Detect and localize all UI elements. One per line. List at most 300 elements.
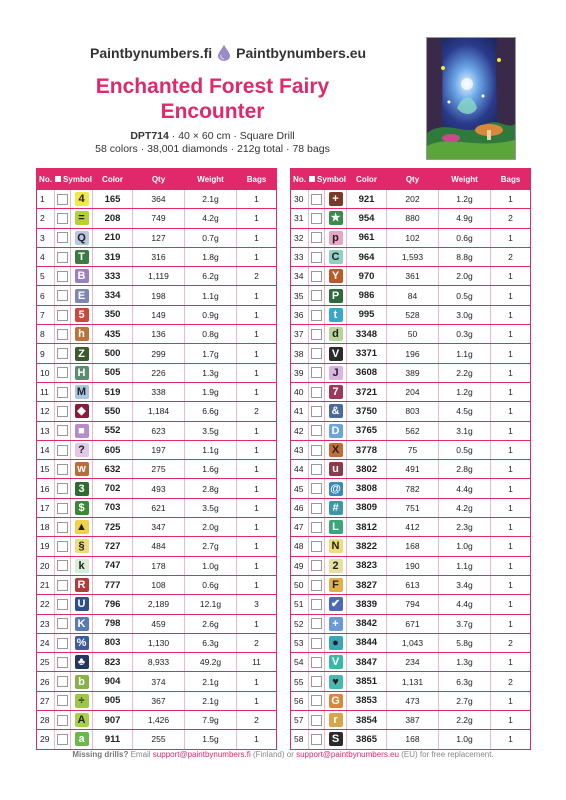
symbol-chip: Y (329, 269, 343, 283)
row-color-code: 3854 (347, 711, 387, 730)
row-check-cell (55, 633, 71, 652)
row-symbol-cell (325, 556, 347, 575)
row-bags: 1 (491, 440, 531, 459)
row-symbol-cell (71, 498, 93, 517)
table-header (37, 169, 277, 190)
checkbox[interactable] (311, 734, 322, 745)
symbol-chip: ✔ (329, 597, 343, 611)
row-number: 27 (37, 691, 55, 710)
row-weight: 2.2g (439, 363, 491, 382)
checkbox[interactable] (311, 657, 322, 668)
symbol-chip: ♣ (75, 655, 89, 669)
checkbox[interactable] (311, 580, 322, 591)
checkbox[interactable] (57, 310, 68, 321)
symbol-chip: Q (75, 231, 89, 245)
row-color-code: 986 (347, 286, 387, 305)
row-weight: 0.9g (185, 305, 237, 324)
row-color-code: 803 (93, 633, 133, 652)
checkbox[interactable] (311, 541, 322, 552)
checkbox[interactable] (57, 348, 68, 359)
row-symbol-cell (325, 575, 347, 594)
row-symbol-cell (325, 479, 347, 498)
table-row (291, 595, 531, 614)
row-check-cell (55, 440, 71, 459)
header-color: Color (93, 169, 133, 190)
row-number: 5 (37, 267, 55, 286)
checkbox[interactable] (57, 715, 68, 726)
checkbox[interactable] (311, 676, 322, 687)
row-color-code: 3842 (347, 614, 387, 633)
row-color-code: 333 (93, 267, 133, 286)
row-symbol-cell (71, 344, 93, 363)
row-symbol-cell (71, 267, 93, 286)
table-header (291, 169, 531, 190)
row-qty: 1,593 (387, 247, 439, 266)
checkbox[interactable] (311, 522, 322, 533)
table-row (37, 402, 277, 421)
table-row (291, 190, 531, 209)
color-table-right (290, 168, 531, 750)
row-number: 25 (37, 653, 55, 672)
row-weight: 1.2g (439, 190, 491, 209)
table-row (37, 305, 277, 324)
row-weight: 0.7g (185, 228, 237, 247)
row-number: 36 (291, 305, 309, 324)
symbol-chip: + (329, 192, 343, 206)
row-weight: 1.8g (185, 247, 237, 266)
row-number: 51 (291, 595, 309, 614)
header-weight: Weight (439, 169, 491, 190)
row-weight: 8.8g (439, 247, 491, 266)
symbol-chip: + (329, 617, 343, 631)
row-weight: 2.0g (439, 267, 491, 286)
row-weight: 2.7g (185, 537, 237, 556)
row-color-code: 970 (347, 267, 387, 286)
paint-drop-icon (218, 45, 230, 61)
checkbox[interactable] (57, 657, 68, 668)
row-bags: 2 (491, 672, 531, 691)
row-color-code: 3721 (347, 382, 387, 401)
checkbox[interactable] (311, 618, 322, 629)
symbol-chip: M (75, 385, 89, 399)
table-row (37, 363, 277, 382)
table-row (291, 363, 531, 382)
symbol-chip: ● (329, 636, 343, 650)
product-summary: 58 colors · 38,001 diamonds · 212g total · 78 bags (95, 143, 330, 155)
checkbox[interactable] (57, 560, 68, 571)
symbol-chip: r (329, 713, 343, 727)
table-row (37, 286, 277, 305)
row-check-cell (309, 190, 325, 209)
row-check-cell (309, 402, 325, 421)
symbol-chip: T (75, 250, 89, 264)
row-bags: 2 (237, 633, 277, 652)
row-number: 45 (291, 479, 309, 498)
symbol-chip: K (75, 617, 89, 631)
row-weight: 6.3g (439, 672, 491, 691)
row-bags: 1 (237, 614, 277, 633)
product-spec-line (60, 130, 365, 143)
checkbox[interactable] (57, 618, 68, 629)
row-check-cell (309, 382, 325, 401)
row-check-cell (309, 460, 325, 479)
checkbox[interactable] (57, 367, 68, 378)
row-qty: 361 (387, 267, 439, 286)
row-color-code: 550 (93, 402, 133, 421)
row-bags: 1 (237, 440, 277, 459)
row-qty: 226 (133, 363, 185, 382)
checkbox[interactable] (311, 348, 322, 359)
row-qty: 623 (133, 421, 185, 440)
table-row (291, 402, 531, 421)
row-number: 6 (37, 286, 55, 305)
checkbox[interactable] (57, 425, 68, 436)
checkbox-header-icon (309, 176, 315, 182)
checkbox[interactable] (57, 483, 68, 494)
row-color-code: 798 (93, 614, 133, 633)
footer-note (0, 750, 566, 759)
symbol-chip: A (75, 713, 89, 727)
row-weight: 3.5g (185, 421, 237, 440)
table-row (291, 556, 531, 575)
checkbox[interactable] (311, 425, 322, 436)
symbol-chip: ? (75, 443, 89, 457)
row-symbol-cell (325, 305, 347, 324)
symbol-chip: ◆ (75, 404, 89, 418)
row-bags: 1 (491, 190, 531, 209)
symbol-chip: % (75, 636, 89, 650)
checkbox[interactable] (57, 676, 68, 687)
checkbox[interactable] (311, 290, 322, 301)
row-bags: 1 (491, 267, 531, 286)
row-symbol-cell (325, 711, 347, 730)
row-symbol-cell (71, 305, 93, 324)
row-color-code: 796 (93, 595, 133, 614)
row-symbol-cell (325, 691, 347, 710)
row-symbol-cell (325, 363, 347, 382)
checkbox[interactable] (311, 464, 322, 475)
row-qty: 2,189 (133, 595, 185, 614)
row-symbol-cell (325, 247, 347, 266)
row-qty: 190 (387, 556, 439, 575)
row-number: 40 (291, 382, 309, 401)
row-weight: 3.7g (439, 614, 491, 633)
row-weight: 0.6g (439, 228, 491, 247)
row-color-code: 3865 (347, 730, 387, 749)
row-weight: 2.2g (439, 711, 491, 730)
row-bags: 1 (491, 402, 531, 421)
row-qty: 459 (133, 614, 185, 633)
row-symbol-cell (71, 575, 93, 594)
row-number: 39 (291, 363, 309, 382)
table-row (37, 209, 277, 228)
row-check-cell (309, 556, 325, 575)
row-bags: 1 (237, 460, 277, 479)
row-weight: 1.1g (185, 286, 237, 305)
symbol-chip: G (329, 694, 343, 708)
symbol-chip: S (329, 732, 343, 746)
email-link-fi[interactable]: support@paintbynumbers.fi (152, 750, 251, 759)
checkbox[interactable] (57, 445, 68, 456)
symbol-chip: 4 (75, 192, 89, 206)
row-number: 24 (37, 633, 55, 652)
row-check-cell (55, 228, 71, 247)
checkbox[interactable] (57, 271, 68, 282)
row-qty: 473 (387, 691, 439, 710)
checkbox[interactable] (311, 638, 322, 649)
checkbox[interactable] (311, 329, 322, 340)
row-bags: 1 (237, 228, 277, 247)
row-qty: 364 (133, 190, 185, 209)
symbol-chip: p (329, 231, 343, 245)
row-symbol-cell (325, 460, 347, 479)
row-bags: 2 (491, 247, 531, 266)
checkbox-header-icon (55, 176, 61, 182)
row-symbol-cell (71, 672, 93, 691)
row-symbol-cell (325, 344, 347, 363)
row-symbol-cell (71, 363, 93, 382)
row-qty: 389 (387, 363, 439, 382)
row-bags: 1 (491, 479, 531, 498)
row-number: 28 (37, 711, 55, 730)
row-number: 42 (291, 421, 309, 440)
checkbox[interactable] (57, 503, 68, 514)
row-color-code: 964 (347, 247, 387, 266)
row-color-code: 3348 (347, 325, 387, 344)
row-bags: 1 (237, 421, 277, 440)
header-no: No. (37, 169, 55, 190)
row-weight: 3.1g (439, 421, 491, 440)
row-number: 33 (291, 247, 309, 266)
checkbox[interactable] (57, 194, 68, 205)
row-qty: 168 (387, 537, 439, 556)
checkbox[interactable] (57, 638, 68, 649)
symbol-chip: E (75, 289, 89, 303)
row-check-cell (309, 691, 325, 710)
checkbox[interactable] (57, 329, 68, 340)
row-weight: 3.5g (185, 498, 237, 517)
row-check-cell (309, 537, 325, 556)
row-check-cell (55, 498, 71, 517)
row-color-code: 3808 (347, 479, 387, 498)
row-color-code: 777 (93, 575, 133, 594)
row-check-cell (309, 228, 325, 247)
row-bags: 1 (237, 498, 277, 517)
row-symbol-cell (325, 325, 347, 344)
row-number: 32 (291, 228, 309, 247)
row-symbol-cell (325, 595, 347, 614)
table-row (291, 344, 531, 363)
row-qty: 178 (133, 556, 185, 575)
checkbox[interactable] (311, 695, 322, 706)
row-check-cell (55, 305, 71, 324)
row-symbol-cell (71, 209, 93, 228)
row-color-code: 911 (93, 730, 133, 749)
checkbox[interactable] (57, 213, 68, 224)
checkbox[interactable] (311, 271, 322, 282)
checkbox[interactable] (311, 252, 322, 263)
checkbox[interactable] (311, 483, 322, 494)
row-check-cell (55, 421, 71, 440)
row-qty: 299 (133, 344, 185, 363)
checkbox[interactable] (57, 464, 68, 475)
table-row (291, 575, 531, 594)
row-symbol-cell (325, 518, 347, 537)
row-bags: 1 (491, 286, 531, 305)
row-color-code: 3847 (347, 653, 387, 672)
row-check-cell (55, 479, 71, 498)
row-weight: 49.2g (185, 653, 237, 672)
row-color-code: 725 (93, 518, 133, 537)
checkbox[interactable] (311, 213, 322, 224)
table-row (291, 247, 531, 266)
checkbox[interactable] (57, 232, 68, 243)
table-row (291, 382, 531, 401)
table-row (37, 382, 277, 401)
symbol-chip: ♥ (329, 675, 343, 689)
checkbox[interactable] (57, 734, 68, 745)
checkbox[interactable] (311, 715, 322, 726)
table-row (291, 537, 531, 556)
checkbox[interactable] (57, 695, 68, 706)
checkbox[interactable] (311, 445, 322, 456)
checkbox[interactable] (311, 599, 322, 610)
row-bags: 1 (491, 575, 531, 594)
email-link-eu[interactable]: support@paintbynumbers.eu (296, 750, 399, 759)
footer-text-1: Email (128, 750, 153, 759)
row-check-cell (309, 440, 325, 459)
row-check-cell (309, 518, 325, 537)
row-weight: 1.5g (185, 730, 237, 749)
row-check-cell (55, 575, 71, 594)
row-weight: 7.9g (185, 711, 237, 730)
checkbox[interactable] (57, 387, 68, 398)
row-color-code: 208 (93, 209, 133, 228)
row-weight: 2.1g (185, 672, 237, 691)
row-bags: 1 (491, 595, 531, 614)
row-color-code: 632 (93, 460, 133, 479)
row-qty: 108 (133, 575, 185, 594)
row-qty: 198 (133, 286, 185, 305)
row-qty: 75 (387, 440, 439, 459)
symbol-chip: a (75, 732, 89, 746)
row-weight: 1.0g (185, 556, 237, 575)
product-spec: · 40 × 60 cm · Square Drill (171, 130, 295, 142)
row-check-cell (309, 614, 325, 633)
row-number: 38 (291, 344, 309, 363)
table-row (37, 228, 277, 247)
row-color-code: 3827 (347, 575, 387, 594)
checkbox[interactable] (57, 290, 68, 301)
row-symbol-cell (325, 672, 347, 691)
row-weight: 1.0g (439, 730, 491, 749)
row-symbol-cell (71, 421, 93, 440)
symbol-chip: 2 (329, 559, 343, 573)
row-number: 48 (291, 537, 309, 556)
row-weight: 1.0g (439, 537, 491, 556)
table-row (37, 460, 277, 479)
row-check-cell (55, 730, 71, 749)
row-check-cell (309, 498, 325, 517)
row-color-code: 3822 (347, 537, 387, 556)
row-weight: 4.5g (439, 402, 491, 421)
checkbox[interactable] (57, 599, 68, 610)
row-qty: 204 (387, 382, 439, 401)
row-weight: 1.1g (439, 344, 491, 363)
checkbox[interactable] (311, 194, 322, 205)
row-weight: 4.2g (185, 209, 237, 228)
table-row (291, 440, 531, 459)
table-row (37, 421, 277, 440)
checkbox[interactable] (57, 406, 68, 417)
brand-fi: Paintbynumbers.fi (90, 45, 213, 61)
table-row (291, 691, 531, 710)
row-bags: 1 (237, 305, 277, 324)
row-symbol-cell (71, 537, 93, 556)
row-number: 17 (37, 498, 55, 517)
symbol-chip: b (75, 675, 89, 689)
row-bags: 1 (237, 363, 277, 382)
row-qty: 803 (387, 402, 439, 421)
row-number: 37 (291, 325, 309, 344)
checkbox[interactable] (311, 406, 322, 417)
row-color-code: 3802 (347, 460, 387, 479)
row-weight: 1.1g (439, 556, 491, 575)
page-title (60, 74, 365, 124)
row-weight: 4.4g (439, 479, 491, 498)
row-symbol-cell (325, 421, 347, 440)
row-check-cell (309, 672, 325, 691)
row-bags: 1 (237, 209, 277, 228)
checkbox[interactable] (311, 503, 322, 514)
symbol-chip: h (75, 327, 89, 341)
row-color-code: 702 (93, 479, 133, 498)
checkbox[interactable] (57, 541, 68, 552)
row-symbol-cell (325, 440, 347, 459)
checkbox[interactable] (311, 387, 322, 398)
row-qty: 168 (387, 730, 439, 749)
row-color-code: 907 (93, 711, 133, 730)
checkbox[interactable] (311, 560, 322, 571)
row-qty: 749 (133, 209, 185, 228)
checkbox[interactable] (57, 522, 68, 533)
row-symbol-cell (71, 653, 93, 672)
symbol-chip: ■ (75, 424, 89, 438)
checkbox[interactable] (311, 310, 322, 321)
row-bags: 2 (491, 633, 531, 652)
table-row (291, 518, 531, 537)
row-weight: 1.9g (185, 382, 237, 401)
row-weight: 6.2g (185, 267, 237, 286)
checkbox[interactable] (57, 252, 68, 263)
row-bags: 1 (491, 228, 531, 247)
row-qty: 484 (133, 537, 185, 556)
row-number: 43 (291, 440, 309, 459)
row-check-cell (309, 575, 325, 594)
row-color-code: 921 (347, 190, 387, 209)
row-weight: 2.1g (185, 691, 237, 710)
checkbox[interactable] (311, 232, 322, 243)
table-row (291, 325, 531, 344)
footer-lead: Missing drills? (72, 750, 129, 759)
row-number: 19 (37, 537, 55, 556)
row-symbol-cell (325, 537, 347, 556)
symbol-chip: F (329, 578, 343, 592)
row-color-code: 3823 (347, 556, 387, 575)
row-number: 52 (291, 614, 309, 633)
checkbox[interactable] (57, 580, 68, 591)
checkbox[interactable] (311, 367, 322, 378)
